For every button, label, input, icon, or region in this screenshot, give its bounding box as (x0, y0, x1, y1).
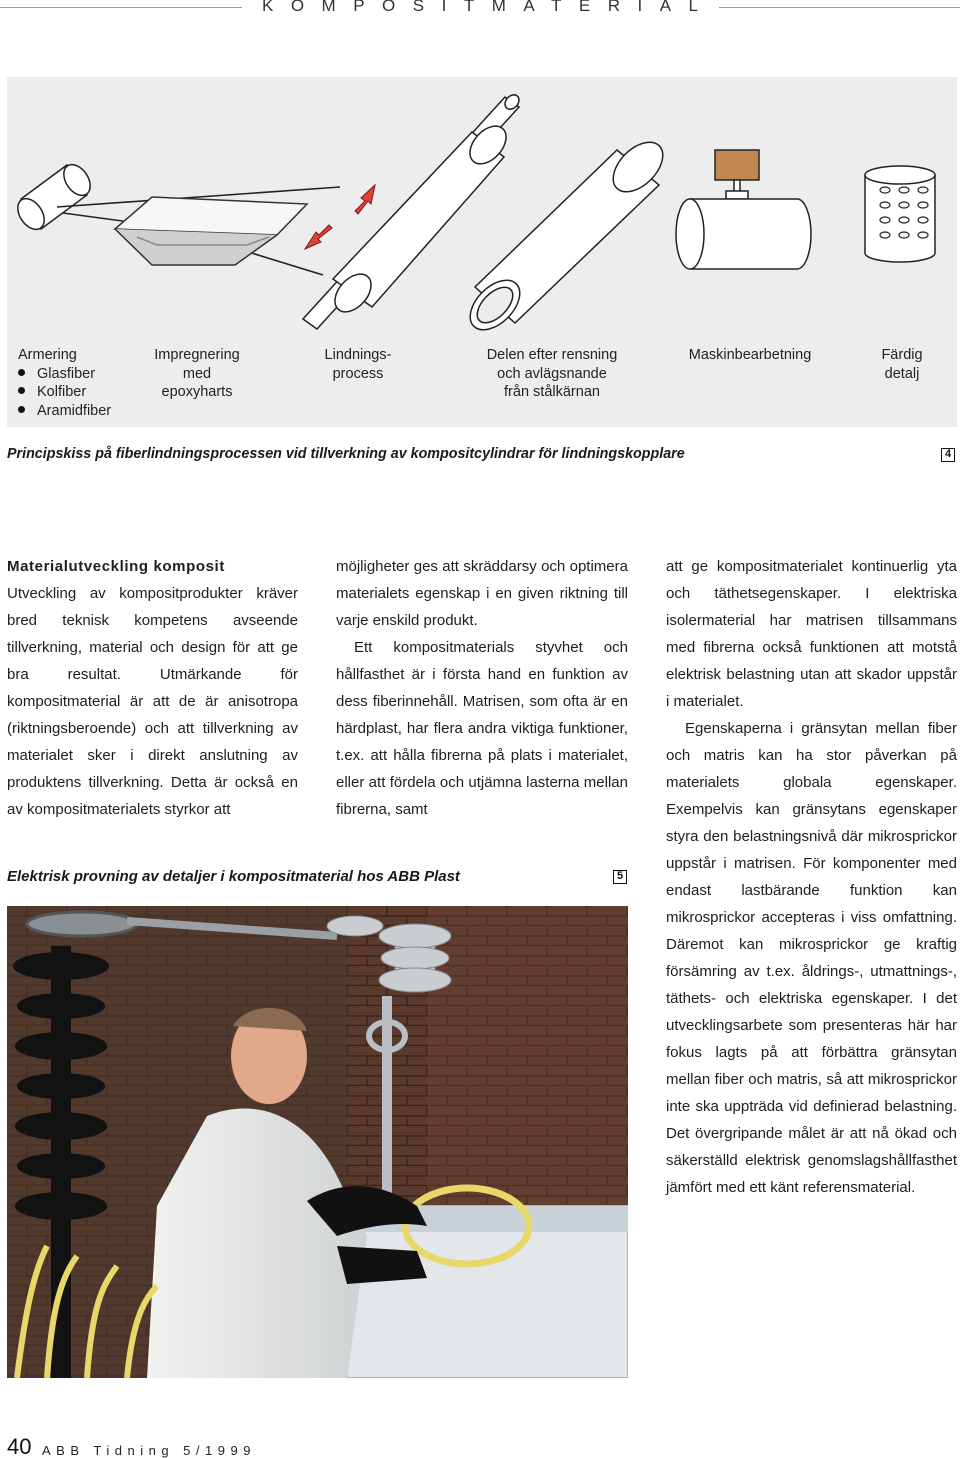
label-delen: Delen efter rensning och avlägsnande från stålkärnan (486, 347, 618, 400)
section-title: KOMPOSITMATERIAL (262, 0, 716, 15)
bullet-icon (18, 369, 25, 376)
process-diagram (7, 77, 957, 427)
label-fardig: Färdig detalj (881, 347, 923, 382)
rotation-arrow-up-icon (355, 185, 375, 214)
figure-4-number: 4 (941, 448, 955, 462)
article-column-1 (7, 553, 298, 823)
article-heading: Materialutveckling komposit (7, 558, 225, 575)
article-paragraph: möjligheter ges att skräddarsy och optimera materialets egenskap i en given riktning till varje enskild produkt. (336, 558, 628, 629)
article-paragraph: Egenskaperna i gränsytan mellan fiber och matris kan ha stor påverkan på materialets globala egenskaper. Exempelvis kan gränsytans egenskaper styra den belastningsnivå där mikrosprickor uppstår i matrisen. För komponenter med endast lastbärande funktion kan mikrosprickor accepteras i viss omfattning. Däremot kan mikrosprickor ge kraftig försämring av t.ex. åldrings-, utmattnings-, täthets- och elektriska egenskaper. I det utvecklingsarbete som presenteras här har fokus lagts på att förbättra gränsytan mellan fiber och matris, så att mikrosprickor inte ska uppträda vid definierad belastning. Det övergripande målet är att nå ökad och säkerställd elektrisk genomslagshållfasthet jämfört med ett känt referensmaterial. (666, 720, 957, 1196)
figure-5-caption: Elektrisk provning av detaljer i kompositmaterial hos ABB Plast (7, 868, 460, 885)
header-rule-left (0, 7, 242, 8)
header-rule-right (719, 7, 960, 8)
article-paragraph: Utveckling av kompositprodukter kräver bred teknisk kompetens avseende tillverkning, material och design för att ge bra resultat. Utmärkande för kompositmaterial är att de är anisotropa (riktningsberoende) och att tillverkning av materialet sker i direkt anslutning av produktens tillverkning. Detta är också en av kompositmaterialets styrkor att (7, 585, 298, 818)
bullet-icon (18, 406, 25, 413)
machining-tool-icon (676, 150, 811, 269)
label-maskin: Maskinbearbetning (688, 347, 812, 363)
figure-4-caption: Principskiss på fiberlindningsprocessen vid tillverkning av kompositcylindrar för lindningskopplare (7, 446, 685, 462)
article-column-3 (666, 553, 957, 1201)
ring-electrode-icon (27, 912, 137, 936)
testing-photo (7, 906, 628, 1378)
fiber-spool-icon (12, 160, 95, 234)
label-impregnering: Impregnering med epoxyharts (154, 347, 240, 400)
finished-part-icon (865, 166, 935, 262)
page-number: 40 (7, 1434, 32, 1458)
article-paragraph: att ge kompositmaterialet kontinuerlig yta och täthetsegenskaper. I elektriska isolermaterial har matrisen tillsammans med fibrerna också funktionen att motstå elektrisk belastning utan att skador uppstår i materialet. (666, 558, 957, 710)
article-column-2 (336, 553, 628, 823)
article-paragraph: Ett kompositmaterials styvhet och hållfasthet är i första hand en funktion av dess fiberinnehåll. Matrisen, som ofta är en härdplast, har flera andra viktiga funktioner, t.ex. att hålla fibrerna på plats i materialet, eller att fördela och utjämna lasterna mellan fibrerna, samt (336, 639, 628, 818)
label-lindning: Lindnings- process (324, 347, 392, 382)
resin-bath-icon (115, 197, 307, 265)
bullet-icon (18, 387, 25, 394)
rotation-arrow-down-icon (305, 225, 332, 249)
photo-illustration (7, 906, 628, 1378)
figure-5-number: 5 (613, 870, 627, 884)
label-armering: Armering Glasfiber Kolfiber Aramidfiber (18, 347, 112, 419)
publication-name: ABB Tidning 5/1999 (42, 1443, 256, 1458)
